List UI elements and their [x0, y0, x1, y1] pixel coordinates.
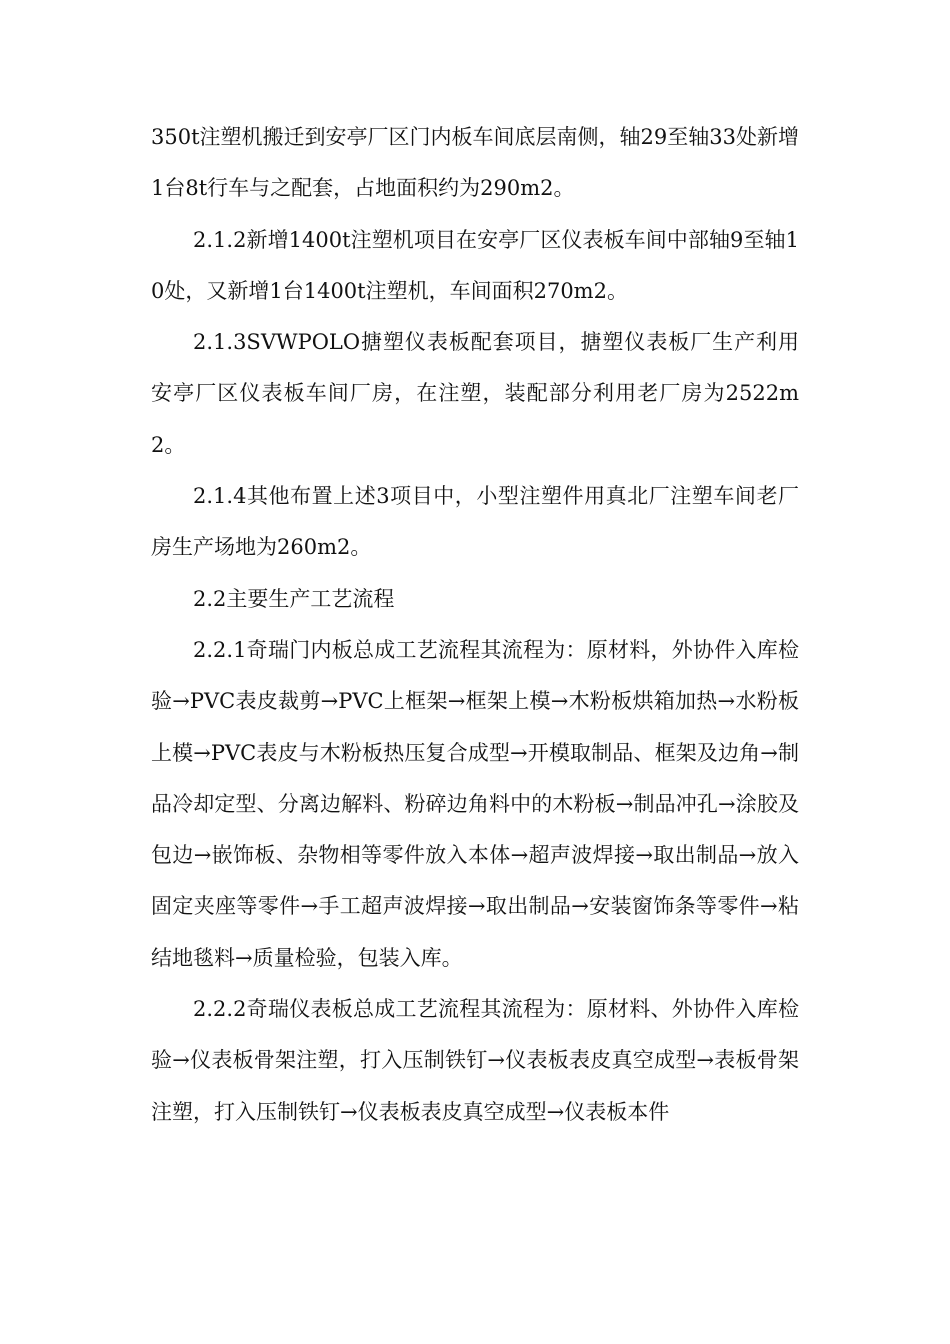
paragraph-1: 350t注塑机搬迁到安亭厂区门内板车间底层南侧，轴29至轴33处新增1台8t行车与之配套，占地面积约为290m2。 [151, 125, 799, 201]
paragraph-6: 2.2.2奇瑞仪表板总成工艺流程其流程为：原材料、外协件入库检验→仪表板骨架注塑，打入压制铁钉→仪表板表皮真空成型→表板骨架注塑，打入压制铁钉→仪表板表皮真空成型→仪表板本件 [151, 997, 799, 1124]
paragraph-2: 2.1.2新增1400t注塑机项目在安亭厂区仪表板车间中部轴9至轴10处，又新增1台1400t注塑机，车间面积270m2。 [151, 227, 799, 303]
document-body [151, 112, 799, 1138]
paragraph-3: 2.1.3SVWPOLO搪塑仪表板配套项目，搪塑仪表板厂生产利用安亭厂区仪表板车间厂房，在注塑，装配部分利用老厂房为2522m2。 [151, 330, 799, 457]
paragraph-5: 2.2.1奇瑞门内板总成工艺流程其流程为：原材料，外协件入库检验→PVC表皮裁剪→PVC上框架→框架上模→木粉板烘箱加热→水粉板上模→PVC表皮与木粉板热压复合成型→开模取制品、框架及边角→制品冷却定型、分离边解料、粉碎边角料中的木粉板→制品冲孔→涂胶及包边→嵌饰板、杂物相等零件放入本体→超声波焊接→取出制品→放入固定夹座等零件→手工超声波焊接→取出制品→安装窗饰条等零件→粘结地毯料→质量检验，包装入库。 [151, 637, 799, 970]
paragraph-4: 2.1.4其他布置上述3项目中，小型注塑件用真北厂注塑车间老厂房生产场地为260m2。 [151, 484, 799, 560]
section-heading-2-2: 2.2主要生产工艺流程 [193, 586, 395, 611]
